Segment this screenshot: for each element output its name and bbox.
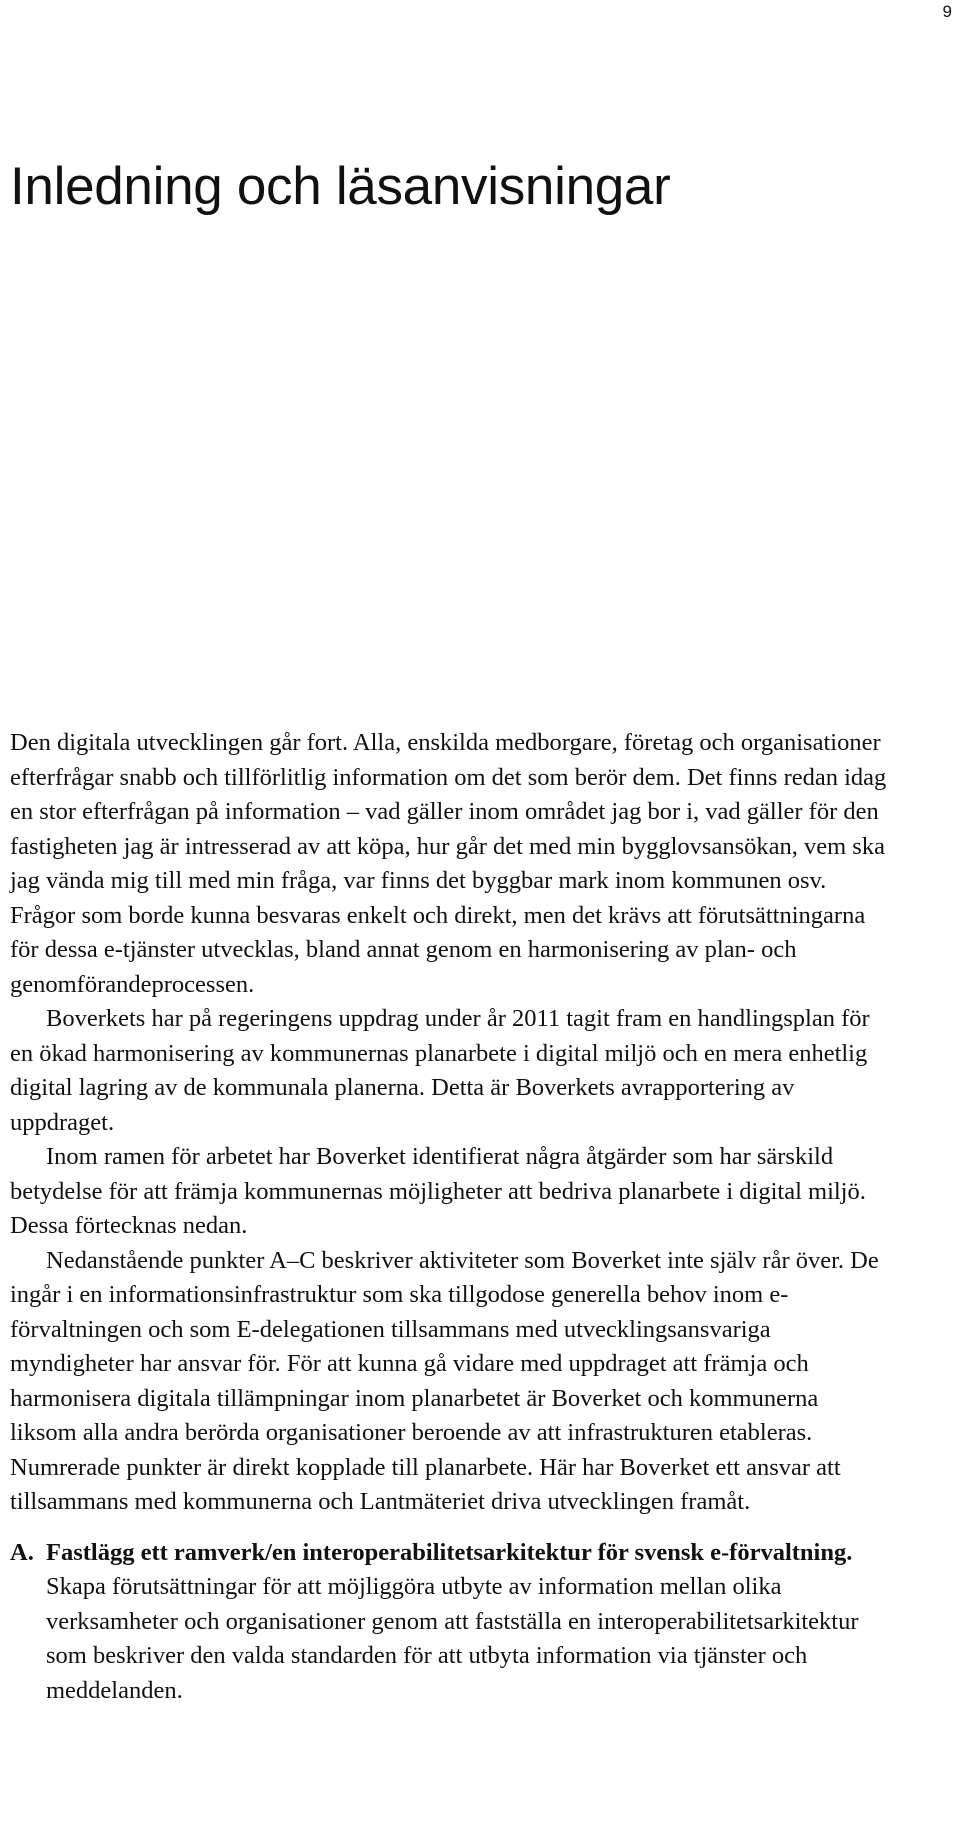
list-item-a <box>10 1536 890 1709</box>
paragraph-points: Nedanstående punkter A–C beskriver aktiviteter som Boverket inte själv rår över. De ingår i en informationsinfrastruktur som ska tillgodose generella behov inom e-förvaltningen och som E-delegationen tillsammans med utvecklingsansvariga myndigheter har ansvar för. För att kunna gå vidare med uppdraget att främja och harmonisera digitala tillämpningar inom planarbetet är Boverket och kommunerna liksom alla andra berörda organisationer beroende av att infrastrukturen etableras. Numrerade punkter är direkt kopplade till planarbete. Här har Boverket ett ansvar att tillsammans med kommunerna och Lantmäteriet driva utvecklingen framåt. <box>10 1246 879 1515</box>
list-text: Skapa förutsättningar för att möjliggöra utbyte av information mellan olika verksamheter och organisationer genom att fastställa en interoperabilitetsarkitektur som beskriver den valda standarden för att utbyta information via tjänster och meddelanden. <box>46 1573 859 1704</box>
paragraph-measures: Inom ramen för arbetet har Boverket identifierat några åtgärder som har särskild betydelse för att främja kommunernas möjligheter att bedriva planarbete i digital miljö. Dessa förtecknas nedan. <box>10 1143 866 1239</box>
paragraph-assignment: Boverkets har på regeringens uppdrag under år 2011 tagit fram en handlingsplan för en ökad harmonisering av kommunernas planarbete i digital miljö och en mera enhetlig digital lagring av de kommunala planerna. Detta är Boverkets avrapportering av uppdraget. <box>10 1005 870 1136</box>
list-body <box>46 1536 890 1709</box>
list-heading: Fastlägg ett ramverk/en interoperabilitetsarkitektur för svensk e-förvaltning. <box>46 1538 853 1566</box>
page-title: Inledning och läsanvisningar <box>10 157 671 216</box>
page-number: 9 <box>942 2 952 21</box>
list-marker: A. <box>10 1538 34 1566</box>
paragraph-intro: Den digitala utvecklingen går fort. Alla, enskilda medborgare, företag och organisationer efterfrågar snabb och tillförlitlig information om det som berör dem. Det finns redan idag en stor efterfrågan på information – vad gäller inom området jag bor i, vad gäller för den fastigheten jag är intresserad av att köpa, hur går det med min bygglovsansökan, vem ska jag vända mig till med min fråga, var finns det byggbar mark inom kommunen osv. Frågor som borde kunna besvaras enkelt och direkt, men det krävs att förutsättningarna för dessa e-tjänster utvecklas, bland annat genom en harmonisering av plan- och genomförandeprocessen. <box>10 729 887 998</box>
body-text <box>10 726 890 1708</box>
